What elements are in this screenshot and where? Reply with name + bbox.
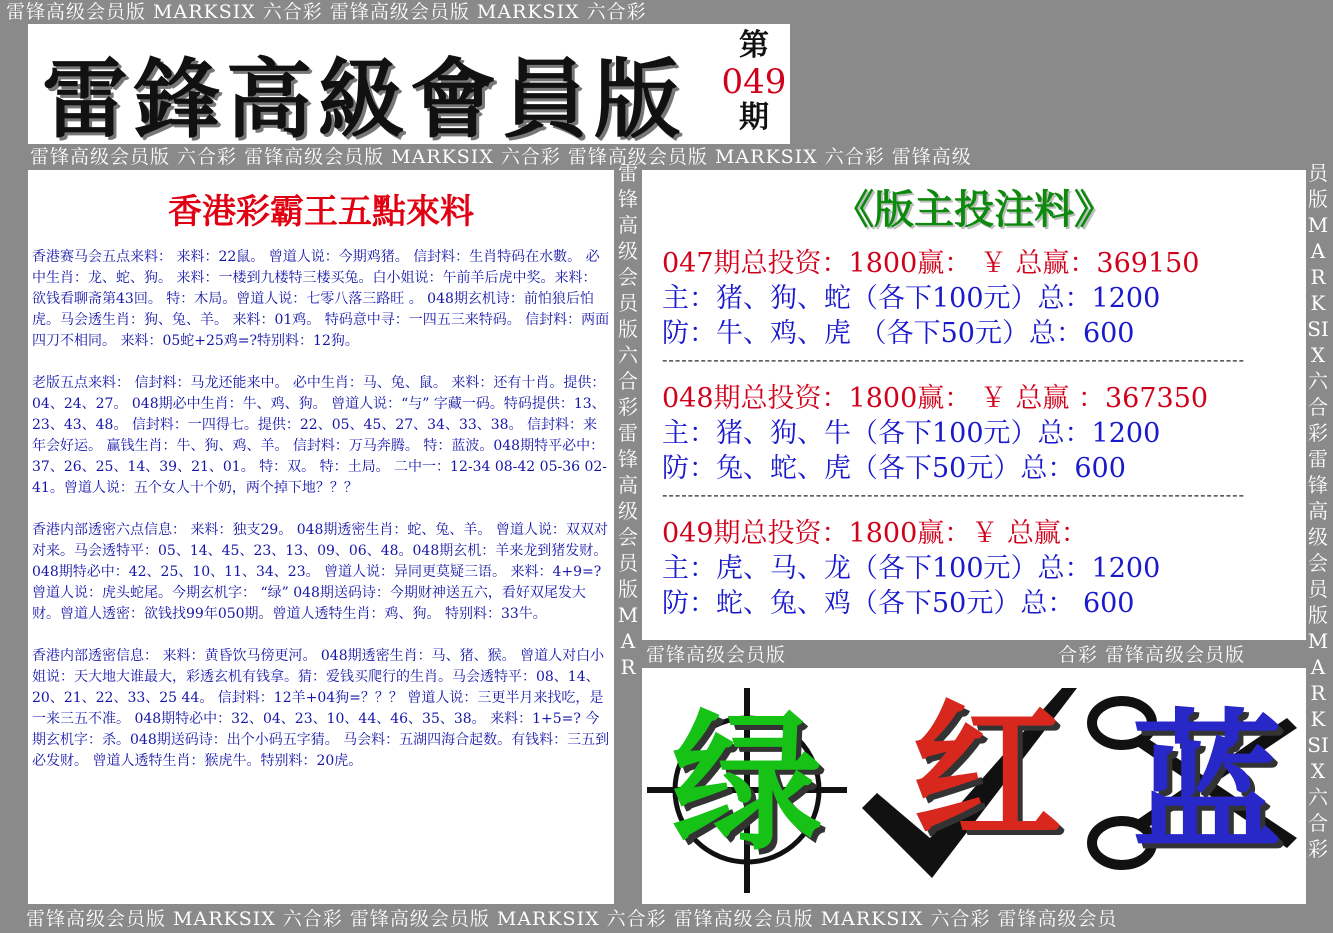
left-panel-title: 香港彩霸王五點來料 xyxy=(168,192,474,232)
bet-main: 主：猪、狗、牛（各下100元）总：1200 xyxy=(662,418,1161,449)
issue-number: 049 xyxy=(721,62,787,102)
green-char: 绿 xyxy=(672,695,823,871)
issue-prefix: 第 xyxy=(739,28,769,63)
bet-guard: 防：兔、蛇、虎（各下50元）总：600 xyxy=(662,453,1126,484)
info-paragraph: 老版五点来料： 信封料：马龙还能来中。 必中生肖：马、兔、鼠。 来料：还有十肖。提供：04、24、27。 048期必中生肖：牛、鸡、狗。 曾道人说：“与” 字藏一码。特码提供：13、23、43、48。 信封料：一四得七。提供：22、05、45、27、34、33、38。 信封料：来年会好运。 赢钱生肖：牛、狗、鸡、羊。 信封料：万马奔腾。 特：蓝波。048期特平必中：37、26、25、14、39、21、01。 特：双。 特：土局。 二中一：12-34 08-42 05-36 02-41。曾道人说：五个女人十个奶，两个掉下地？？？ xyxy=(32,375,608,496)
right-vertical-watermark: 员版MARKSIX六合彩雷锋高级会员版MARKSIX六合彩 xyxy=(1307,161,1329,861)
issue-suffix: 期 xyxy=(739,100,769,135)
bet-block xyxy=(642,246,1306,351)
bet-summary: 048期总投资：1800赢： ￥ 总赢 ：367350 xyxy=(662,383,1209,414)
issue-box xyxy=(718,24,790,144)
bet-main: 主：虎、马、龙（各下100元）总：1200 xyxy=(662,553,1161,584)
bottom-watermark-strip: 雷锋高级会员版 MARKSIX 六合彩 雷锋高级会员版 MARKSIX 六合彩 雷锋高级会员版 MARKSIX 六合彩 雷锋高级会员 xyxy=(26,908,1118,930)
mid-vertical-watermark: 雷锋高级会员版六合彩雷锋高级会员版MAR xyxy=(617,161,639,679)
bet-guard: 防：蛇、兔、鸡（各下50元）总： 600 xyxy=(662,588,1135,619)
header-banner xyxy=(28,24,718,144)
info-paragraph: 香港内部透密六点信息： 来料：独支29。 048期透密生肖：蛇、兔、羊。 曾道人说：双双对对来。马会透特平：05、14、45、23、13、09、06、48。048期玄机：羊来龙到猪发财。 048期特必中：42、25、10、11、34、23。 曾道人说：异同更莫疑三语。 来料：4+9=? 曾道人说：虎头蛇尾。今期玄机字： “绿” 048期送码诗：今期财神送五六，看好双尾发大财。曾道人透密：欲钱找99年050期。曾道人透特生肖：鸡、狗。 特别料：33牛。 xyxy=(32,522,612,622)
bet-block xyxy=(642,381,1306,486)
info-paragraph: 香港赛马会五点来料： 来料：22鼠。 曾道人说：今期鸡猪。 信封料：生肖特码在水數。 必中生肖：龙、蛇、狗。 来料：一楼到九楼特三楼买兔。白小姐说：午前羊后虎中奖。来料：欲钱看聊斋第43回。 特：木局。曾道人说：七零八落三路旺 。 048期玄机诗：前怕狼后怕虎。马会透生肖：狗、兔、羊。 来料：01鸡。 特码意中寻：一四五三来特码。 信封料：两面四刀不相同。 来料：05蛇+25鸡=?特别料：12狗。 xyxy=(32,249,610,349)
colors-panel xyxy=(642,668,1306,904)
mid-watermark-strip: 雷锋高级会员版 六合彩 雷锋高级会员版 MARKSIX 六合彩 雷锋高级会员版 MARKSIX 六合彩 雷锋高级 xyxy=(30,146,972,168)
bet-summary: 047期总投资：1800赢： ￥ 总赢：369150 xyxy=(662,248,1200,279)
info-paragraph: 香港内部透密信息： 来料：黄昏饮马傍更河。 048期透密生肖：马、猪、猴。 曾道人对白小姐说：天大地大谁最大，彩透玄机有钱拿。猜：爱钱买爬行的生肖。马会透特平：08、14、20、21、22、33、25 44。 信封料：12羊+04狗=？？？ 曾道人说：三更半月来找吃，是一来三五不准。 048期特必中：32、04、23、10、44、46、35、38。 来料：1+5=? 今期玄机字：杀。048期送码诗：出个小码五字猜。 马会料：五湖四海合起数。有钱料：三五到必发财。 曾道人透特生肖：猴虎牛。特别料：20虎。 xyxy=(32,648,610,769)
red-char: 红 xyxy=(912,685,1063,861)
page-title: 雷鋒高級會員版 xyxy=(42,50,686,144)
betting-title: 《版主投注料》 xyxy=(834,186,1114,233)
bet-summary: 049期总投资：1800赢：￥ 总赢： xyxy=(662,518,1088,549)
bet-divider: ------------------------------------------------------------------------------------------- xyxy=(662,351,1245,369)
betting-panel xyxy=(642,170,1306,640)
left-info-panel xyxy=(28,170,614,904)
bet-block xyxy=(642,516,1306,621)
blue-char: 蓝 xyxy=(1132,695,1283,871)
bet-guard: 防：牛、鸡、虎 （各下50元）总：600 xyxy=(662,318,1135,349)
bet-main: 主：猪、狗、蛇（各下100元）总：1200 xyxy=(662,283,1161,314)
top-watermark-strip: 雷锋高级会员版 MARKSIX 六合彩 雷锋高级会员版 MARKSIX 六合彩 xyxy=(6,1,647,23)
issue-label xyxy=(718,24,790,136)
bet-strip-right: 合彩 雷锋高级会员版 xyxy=(1058,644,1246,666)
bet-divider: ------------------------------------------------------------------------------------------- xyxy=(662,486,1245,504)
bet-strip-left: 雷锋高级会员版 xyxy=(646,644,787,666)
